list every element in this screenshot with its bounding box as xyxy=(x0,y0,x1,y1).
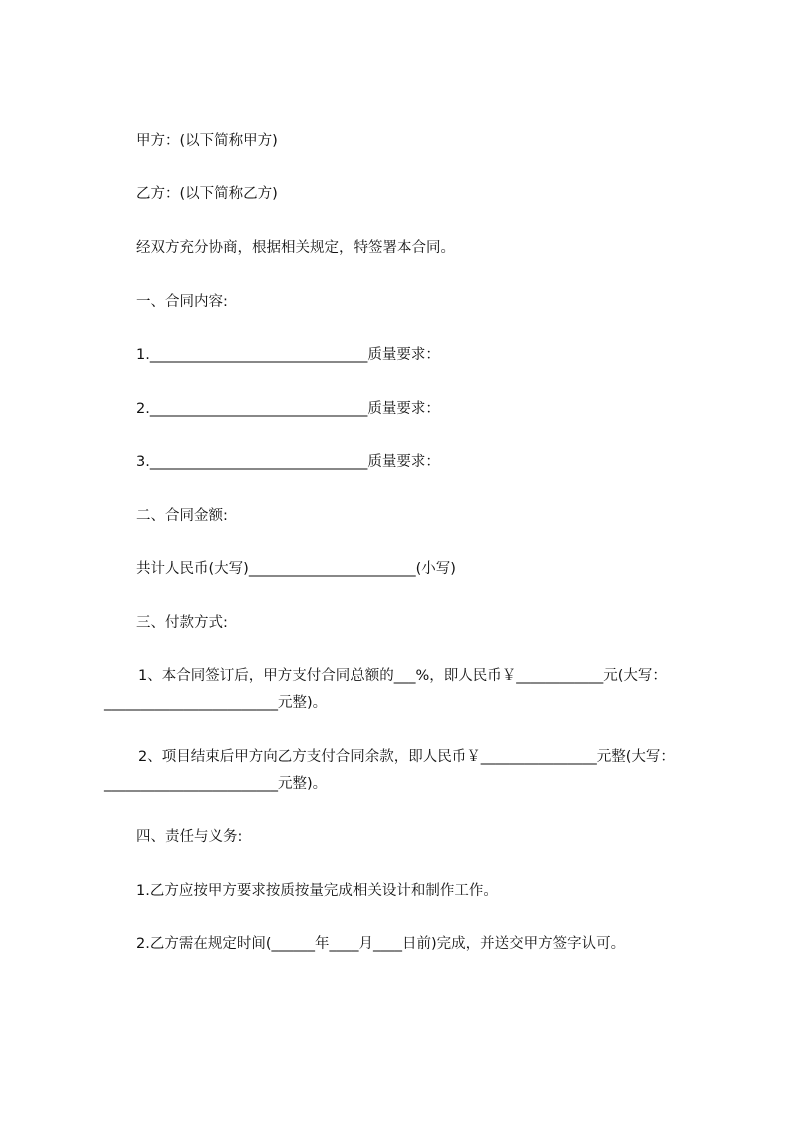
responsibility-item-2: 2.乙方需在规定时间(______年____月____日前)完成，并送交甲方签字认可。 xyxy=(136,936,626,952)
content-item-3: 3.______________________________质量要求： xyxy=(136,454,440,470)
party-a-line: 甲方：(以下简称甲方) xyxy=(136,133,278,149)
payment-clause-1-line-2: ________________________元整)。 xyxy=(104,695,328,711)
payment-clause-2-line-1: 2、项目结束后甲方向乙方支付合同余款，即人民币￥________________元整(大写： xyxy=(138,749,675,765)
party-b-line: 乙方：(以下简称乙方) xyxy=(136,186,278,202)
responsibility-item-1: 1.乙方应按甲方要求按质按量完成相关设计和制作工作。 xyxy=(136,883,498,899)
content-item-2: 2.______________________________质量要求： xyxy=(136,401,440,417)
section-heading-payment-method: 三、付款方式: xyxy=(136,615,228,631)
payment-clause-1-line-1: 1、本合同签订后，甲方支付合同总额的___%，即人民币￥____________元(大写： xyxy=(138,668,667,684)
content-item-1: 1.______________________________质量要求： xyxy=(136,347,440,363)
section-heading-responsibilities: 四、责任与义务: xyxy=(136,829,243,845)
section-heading-contract-content: 一、合同内容: xyxy=(136,294,228,310)
payment-clause-2-line-2: ________________________元整)。 xyxy=(104,776,328,792)
preamble-text: 经双方充分协商，根据相关规定，特签署本合同。 xyxy=(136,240,455,256)
section-heading-contract-amount: 二、合同金额: xyxy=(136,508,228,524)
amount-total-line: 共计人民币(大写)_______________________(小写) xyxy=(136,561,456,577)
